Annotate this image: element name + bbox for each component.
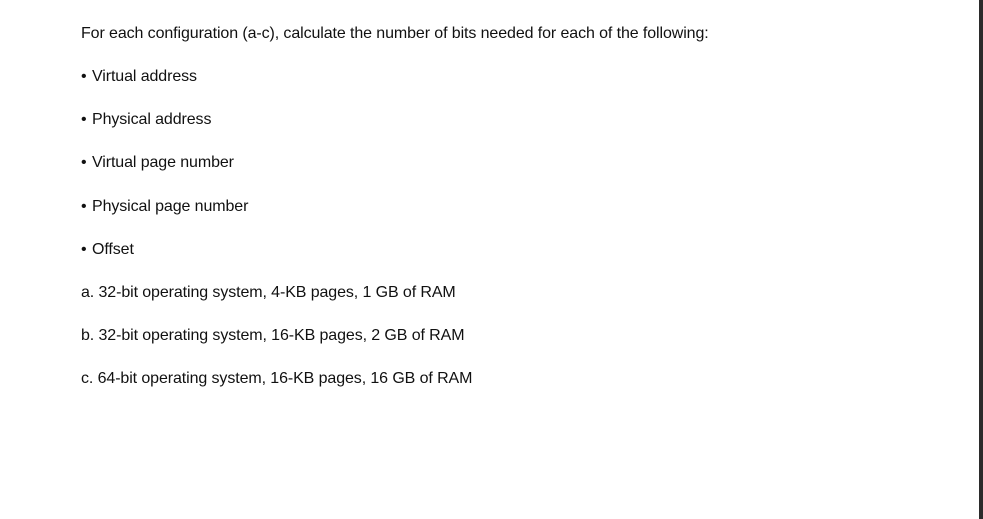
bullet-item-physical-address <box>81 110 939 130</box>
bullet-icon: • <box>81 154 87 172</box>
bullet-icon: • <box>81 197 87 215</box>
bullet-item-offset <box>81 240 939 260</box>
bullet-icon: • <box>81 67 87 85</box>
question-text <box>81 24 939 411</box>
bullet-item-virtual-address <box>81 67 939 87</box>
bullet-icon: • <box>81 110 87 128</box>
bullet-label: Virtual page number <box>92 154 234 172</box>
question-intro: For each configuration (a-c), calculate the number of bits needed for each of the following: <box>81 25 709 42</box>
bullet-label: Physical address <box>92 110 212 128</box>
configuration-a: a. 32-bit operating system, 4-KB pages, 1 GB of RAM <box>81 284 456 302</box>
bullet-label: Virtual address <box>92 67 197 85</box>
bullet-item-virtual-page-number <box>81 153 939 173</box>
configuration-c: c. 64-bit operating system, 16-KB pages, 16 GB of RAM <box>81 369 473 387</box>
bullet-label: Offset <box>92 241 134 259</box>
bullet-icon: • <box>81 241 87 259</box>
configuration-b: b. 32-bit operating system, 16-KB pages, 2 GB of RAM <box>81 327 465 345</box>
bullet-label: Physical page number <box>92 197 249 215</box>
page-edge-border <box>979 0 983 519</box>
bullet-item-physical-page-number <box>81 197 939 217</box>
